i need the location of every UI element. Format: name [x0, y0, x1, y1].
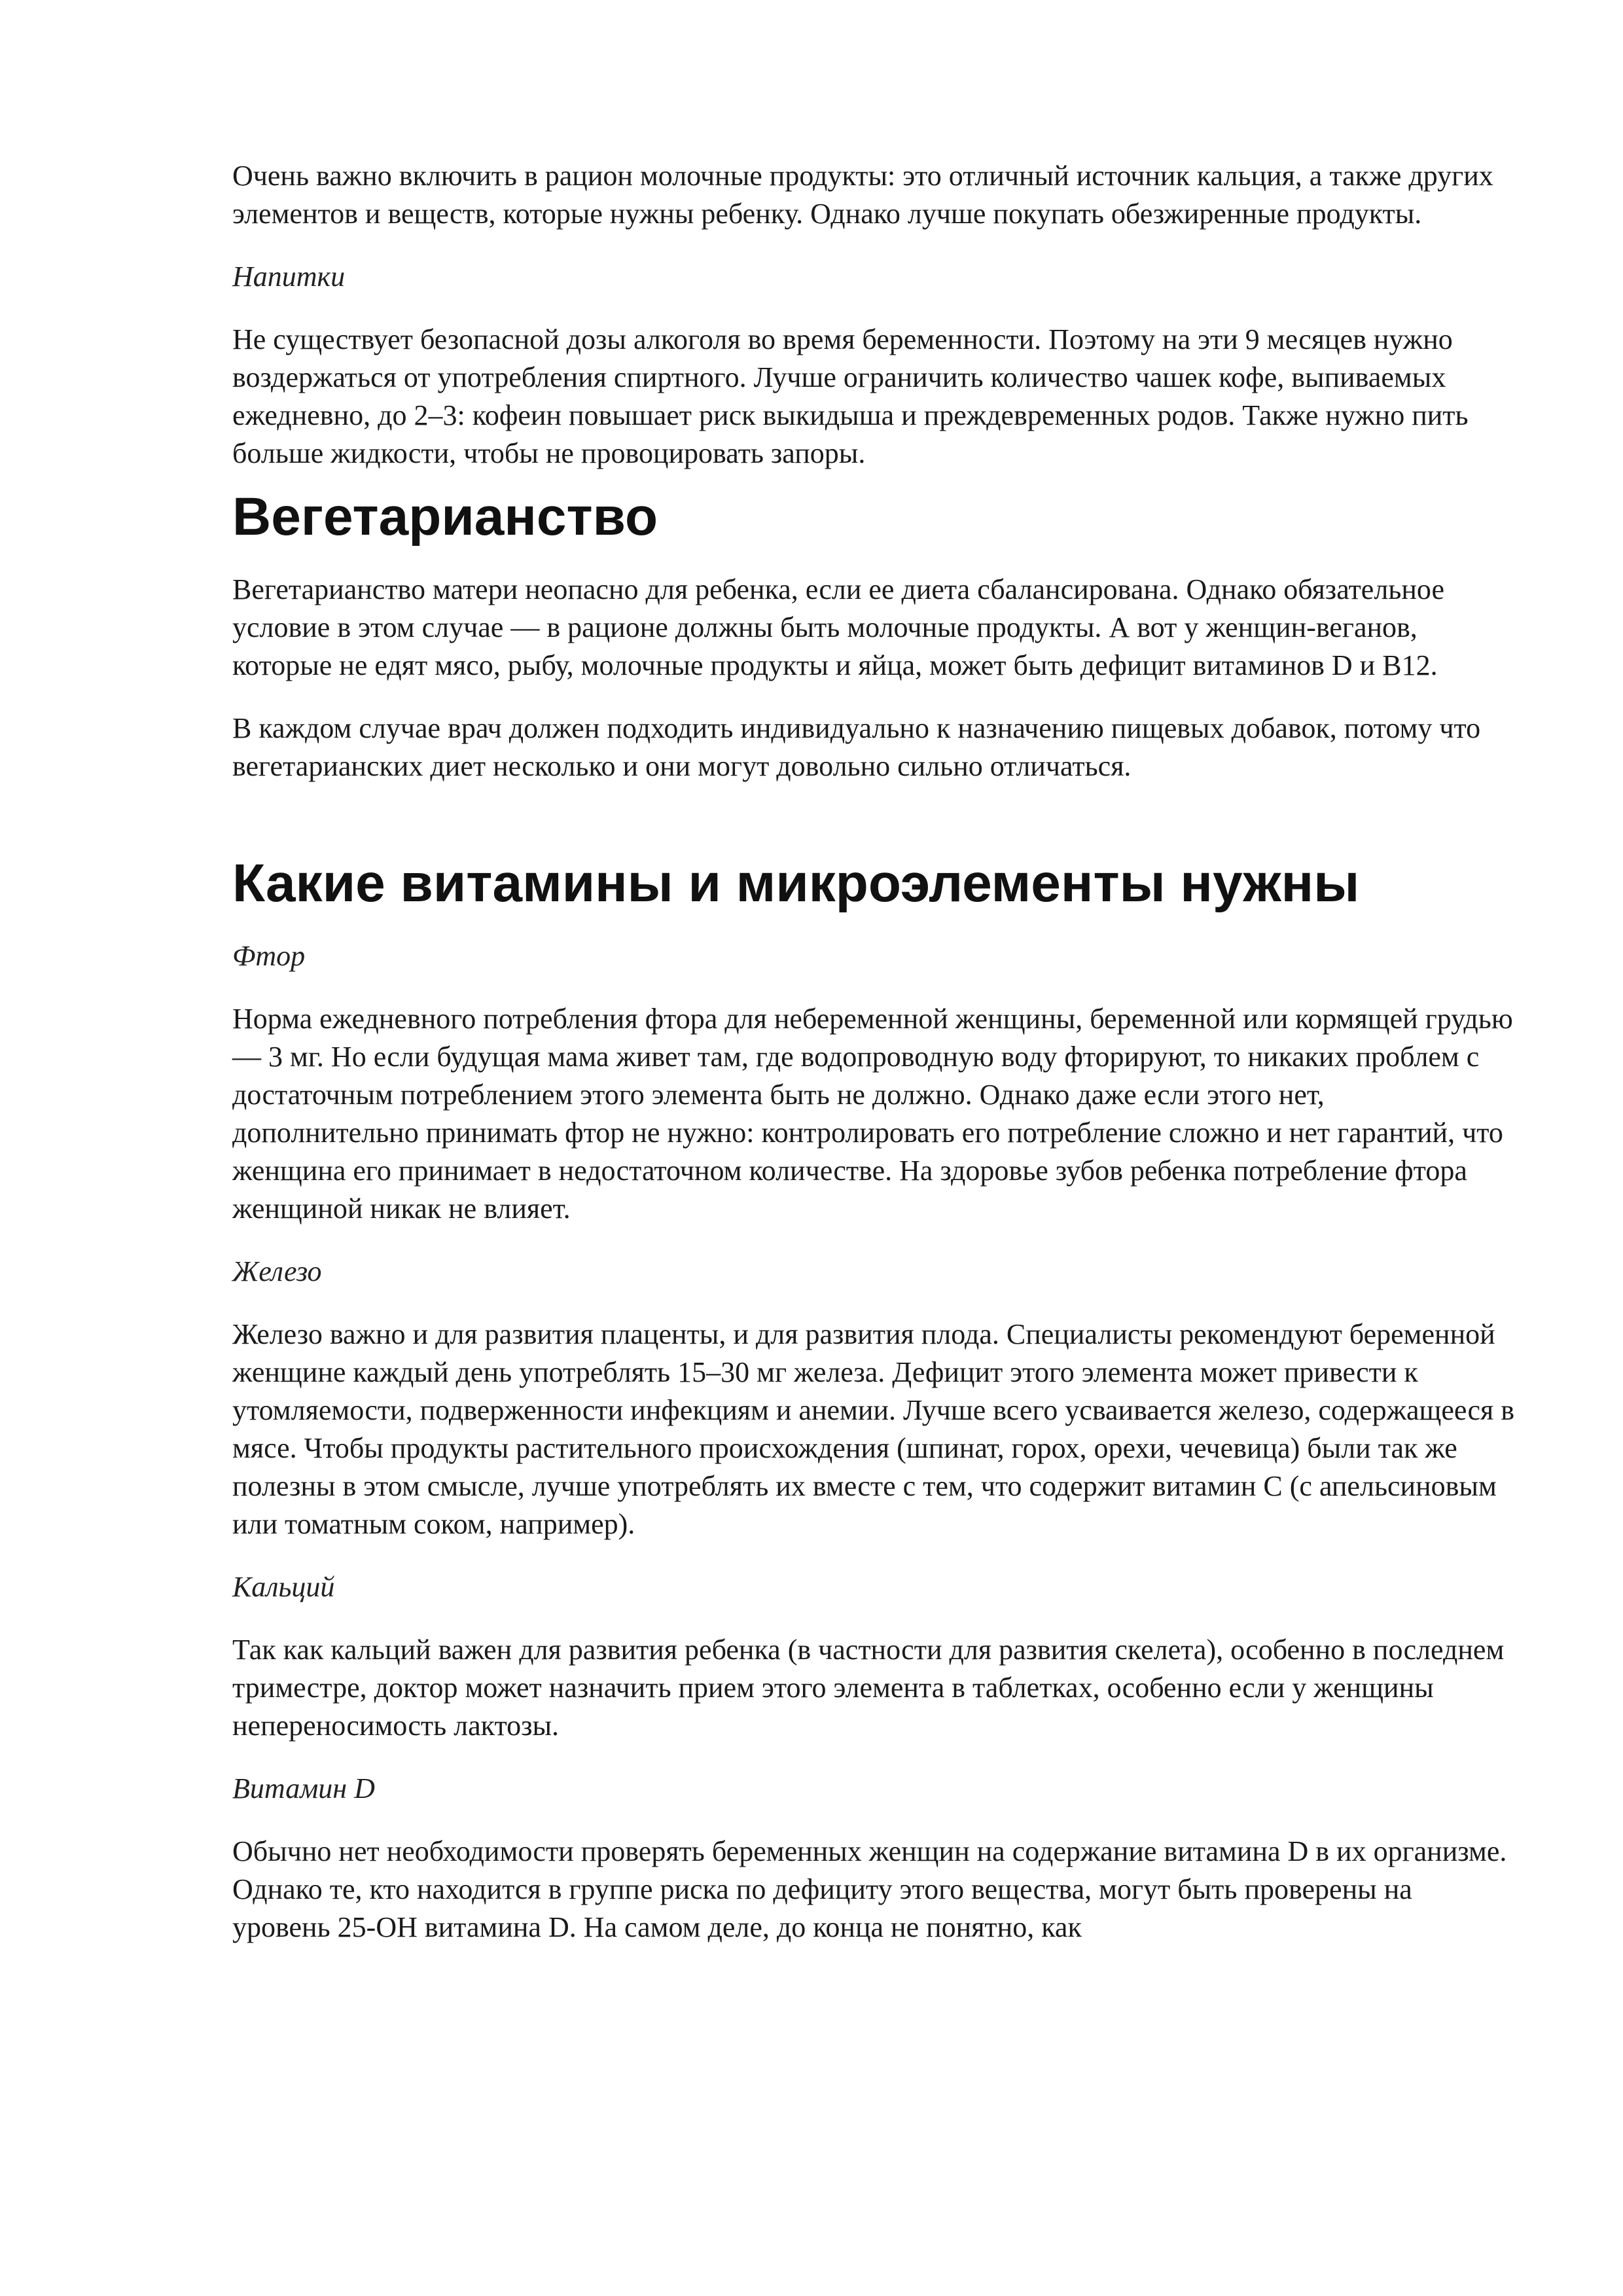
- iron-subheading: Железо: [232, 1255, 322, 1287]
- iron-paragraph: Железо важно и для развития плаценты, и для развития плода. Специалисты рекомендуют беременной женщине каждый день употреблять 15–30 мг железа. Дефицит этого элемента может привести к утомляемости, подверженности инфекциям и анемии. Лучше всего усваивается железо, содержащееся в мясе. Чтобы продукты растительного происхождения (шпинат, горох, орехи, чечевица) были так же полезны в этом смысле, лучше употреблять их вместе с тем, что содержит витамин С (с апельсиновым или томатным соком, например).: [232, 1318, 1515, 1540]
- calcium-subheading: Кальций: [232, 1571, 335, 1603]
- vitamin-d-subheading: Витамин D: [232, 1772, 375, 1804]
- fluorine-subheading: Фтор: [232, 940, 306, 972]
- fluorine-paragraph: Норма ежедневного потребления фтора для небеременной женщины, беременной или кормящей грудью — 3 мг. Но если будущая мама живет там, где водопроводную воду фторируют, то никаких проблем с достаточным потреблением этого элемента быть не должно. Однако даже если этого нет, дополнительно принимать фтор не нужно: контролировать его потребление сложно и нет гарантий, что женщина его принимает в недостаточном количестве. На здоровье зубов ребенка потребление фтора женщиной никак не влияет.: [232, 1003, 1513, 1225]
- vegetarianism-heading: Вегетарианство: [232, 487, 658, 547]
- vegetarianism-paragraph-2: В каждом случае врач должен подходить индивидуально к назначению пищевых добавок, потому что вегетарианских диет несколько и они могут довольно сильно отличаться.: [232, 712, 1481, 782]
- vitamin-d-paragraph: Обычно нет необходимости проверять беременных женщин на содержание витамина D в их организме. Однако те, кто находится в группе риска по дефициту этого вещества, могут быть проверены на уровень 25-OH витамина D. На самом деле, до конца не понятно, как: [232, 1835, 1507, 1943]
- vitamins-heading: Какие витамины и микроэлементы нужны: [232, 853, 1360, 913]
- drinks-paragraph: Не существует безопасной дозы алкоголя во время беременности. Поэтому на эти 9 месяцев нужно воздержаться от употребления спиртного. Лучше ограничить количество чашек кофе, выпиваемых ежедневно, до 2–3: кофеин повышает риск выкидыша и преждевременных родов. Также нужно пить больше жидкости, чтобы не провоцировать запоры.: [232, 323, 1469, 469]
- vegetarianism-paragraph-1: Вегетарианство матери неопасно для ребенка, если ее диета сбалансирована. Однако обязательное условие в этом случае — в рационе должны быть молочные продукты. А вот у женщин-веганов, которые не едят мясо, рыбу, молочные продукты и яйца, может быть дефицит витаминов D и B12.: [232, 573, 1444, 681]
- drinks-subheading: Напитки: [232, 260, 346, 293]
- dairy-paragraph: Очень важно включить в рацион молочные продукты: это отличный источник кальция, а также других элементов и веществ, которые нужны ребенку. Однако лучше покупать обезжиренные продукты.: [232, 160, 1493, 230]
- document-page: [232, 157, 1515, 1971]
- calcium-paragraph: Так как кальций важен для развития ребенка (в частности для развития скелета), особенно в последнем триместре, доктор может назначить прием этого элемента в таблетках, особенно если у женщины непереносимость лактозы.: [232, 1634, 1505, 1742]
